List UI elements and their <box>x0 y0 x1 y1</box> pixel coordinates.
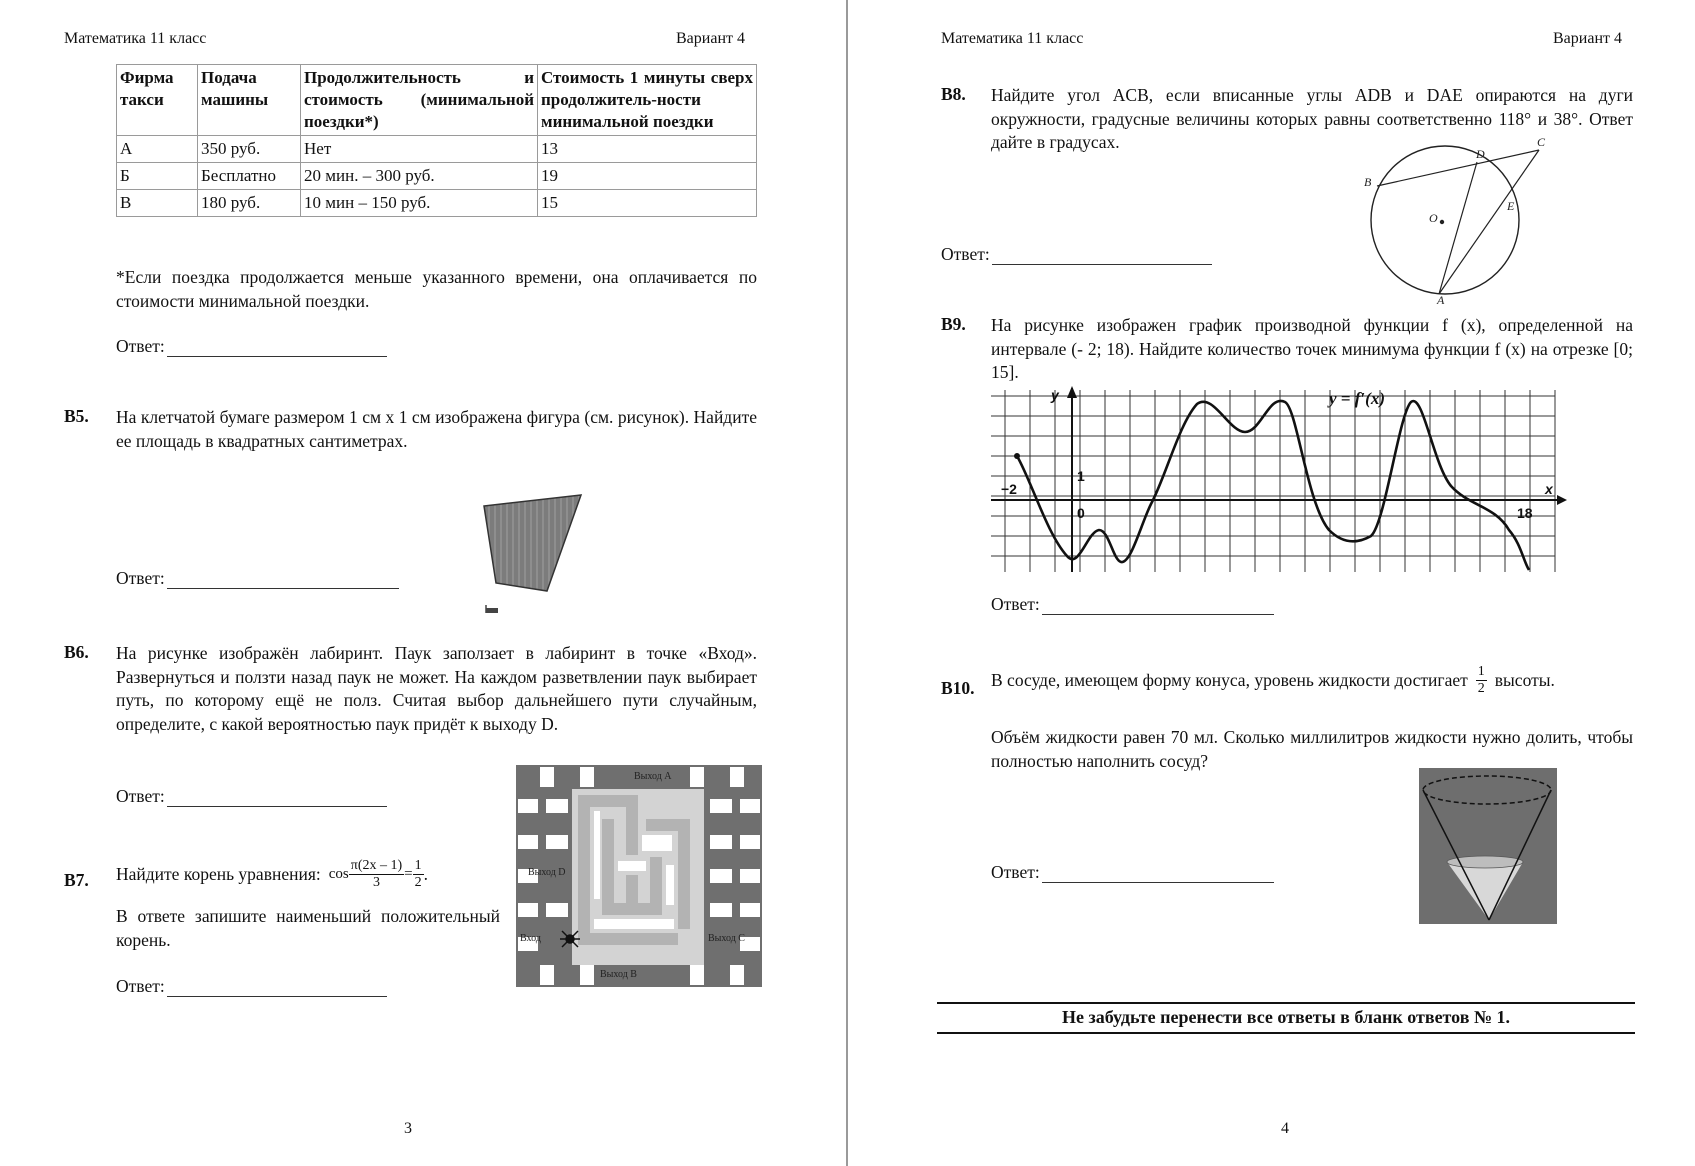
footer-note: Не забудьте перенести все ответы в бланк ответов № 1. <box>1061 1007 1511 1027</box>
maze-label-bottom: Выход В <box>600 969 637 980</box>
answer-b4 <box>116 336 387 357</box>
table-cell: А <box>117 136 198 163</box>
table-header-row <box>117 65 757 136</box>
answer-line[interactable] <box>167 978 387 997</box>
point-label-a: A <box>1437 293 1445 304</box>
point-label-d: D <box>1476 147 1485 161</box>
taxi-table <box>116 64 757 217</box>
b10-frac-den: 2 <box>1477 681 1485 696</box>
rhs-denominator: 2 <box>414 875 422 890</box>
task-text-b10-line1 <box>991 664 1633 697</box>
answer-line[interactable] <box>992 246 1212 265</box>
answer-label: Ответ: <box>991 594 1040 614</box>
graph-label-minus-two: −2 <box>1001 481 1017 497</box>
table-cell: 19 <box>538 163 757 190</box>
table-cell: Б <box>117 163 198 190</box>
answer-b6 <box>116 786 387 807</box>
task-text-b5: На клетчатой бумаге размером 1 см х 1 см изображена фигура (см. рисунок). Найдите ее площадь в квадратных сантиметрах. <box>116 407 757 451</box>
table-row <box>117 190 757 217</box>
task-number-b5: B5. <box>64 406 89 426</box>
maze-label-left: Выход D <box>528 867 566 878</box>
task-number-b9: B9. <box>941 314 966 334</box>
task-number-b7: B7. <box>64 870 89 890</box>
table-cell: 350 руб. <box>198 136 301 163</box>
equation-fraction <box>349 858 404 891</box>
equation-prefix: Найдите корень уравнения: <box>116 864 321 884</box>
point-label-c: C <box>1537 135 1546 149</box>
rhs-fraction <box>413 858 424 891</box>
page-divider <box>846 0 848 1166</box>
task-equation-b7 <box>116 858 428 891</box>
maze-label-right: Выход С <box>708 933 745 944</box>
b10-fraction <box>1476 664 1487 697</box>
table-footnote: *Если поездка продолжается меньше указанного времени, она оплачивается по стоимости минимальной поездки. <box>116 267 757 311</box>
point-label-o: O <box>1429 211 1438 225</box>
task-text-b9: На рисунке изображен график производной функции f (x), определенной на интервале (- 2; 18). Найдите количество точек минимума функции f (x) на отрезке [0; 15]. <box>991 315 1633 382</box>
answer-b10 <box>991 862 1274 883</box>
table-header-cell: Фирма такси <box>117 65 198 136</box>
cos-text: cos <box>328 866 349 882</box>
footer-bottom-rule <box>937 1032 1635 1034</box>
page-number: 4 <box>1281 1120 1289 1137</box>
answer-label: Ответ: <box>991 862 1040 882</box>
header-subject: Математика 11 класс <box>64 30 207 47</box>
table-cell: 180 руб. <box>198 190 301 217</box>
header-variant: Вариант 4 <box>676 30 745 47</box>
answer-line[interactable] <box>167 570 399 589</box>
table-cell: Бесплатно <box>198 163 301 190</box>
maze-figure <box>516 765 762 987</box>
graph-label-one: 1 <box>1077 468 1085 484</box>
task-text-b8: Найдите угол ACB, если вписанные углы ADB и DAE опираются на дуги окружности, градусные величины которых равны соответственно 118° и 38°. Ответ дайте в градусах. <box>991 85 1633 152</box>
equation-denominator: 3 <box>372 875 380 890</box>
page-number: 3 <box>404 1120 412 1137</box>
answer-line[interactable] <box>167 788 387 807</box>
task-number-b6: B6. <box>64 642 89 662</box>
maze-label-top: Выход А <box>634 771 672 782</box>
answer-label: Ответ: <box>116 336 165 356</box>
task-number-b8: B8. <box>941 84 966 104</box>
cone-figure <box>1419 768 1557 924</box>
answer-b8 <box>941 244 1212 265</box>
rhs-numerator: 1 <box>414 858 422 873</box>
graph-label-zero: 0 <box>1077 505 1085 521</box>
derivative-graph <box>991 384 1623 576</box>
answer-b5 <box>116 568 399 589</box>
header-variant: Вариант 4 <box>1553 30 1622 47</box>
task-number-b10: B10. <box>941 678 975 698</box>
equation-numerator: π(2x – 1) <box>350 858 403 873</box>
table-row <box>117 136 757 163</box>
footer-top-rule <box>937 1002 1635 1004</box>
graph-label-x: x <box>1545 481 1553 497</box>
b10-frac-num: 1 <box>1477 664 1485 679</box>
answer-label: Ответ: <box>116 568 165 588</box>
task-text-b7-content: В ответе запишите наименьший положительный корень. <box>116 906 500 950</box>
point-label-e: E <box>1507 199 1515 213</box>
left-page <box>0 0 846 1166</box>
right-page <box>849 0 1695 1166</box>
b10-text-after: высоты. <box>1494 670 1555 690</box>
table-header-cell: Подача машины <box>198 65 301 136</box>
table-cell: 15 <box>538 190 757 217</box>
task-text-b7 <box>116 905 500 952</box>
task-text-b6: На рисунке изображён лабиринт. Паук заползает в лабиринт в точке «Вход». Развернуться и ползти назад паук не может. На каждом разветвлении паук выбирает путь, по которому ещё не полз. Считая выбор дальнейшего пути случайным, определите, с какой вероятностью паук придёт к выходу D. <box>116 643 757 734</box>
graph-label-y: y <box>1051 387 1059 403</box>
b10-text-before: В сосуде, имеющем форму конуса, уровень жидкости достигает <box>991 670 1468 690</box>
table-cell: 10 мин – 150 руб. <box>301 190 538 217</box>
table-cell: Нет <box>301 136 538 163</box>
graph-label-func: y = f′(x) <box>1329 389 1385 408</box>
table-cell: В <box>117 190 198 217</box>
table-row <box>117 163 757 190</box>
circle-figure <box>1359 134 1559 304</box>
figure-polygon <box>476 486 586 620</box>
task-text-b10: Объём жидкости равен 70 мл. Сколько миллилитров жидкости нужно долить, чтобы полностью наполнить сосуд? <box>991 727 1633 771</box>
equation-period: . <box>423 864 428 884</box>
answer-b9 <box>991 594 1274 615</box>
equals-sign: = <box>404 866 413 882</box>
table-header-cell: Продолжительность и стоимость (минимальной поездки*) <box>301 65 538 136</box>
answer-label: Ответ: <box>941 244 990 264</box>
answer-line[interactable] <box>1042 596 1274 615</box>
table-header-cell: Стоимость 1 минуты сверх продолжитель-ности минимальной поездки <box>538 65 757 136</box>
header-subject: Математика 11 класс <box>941 30 1084 47</box>
answer-line[interactable] <box>167 338 387 357</box>
maze-label-entry: Вход <box>520 933 541 944</box>
answer-label: Ответ: <box>116 976 165 996</box>
answer-label: Ответ: <box>116 786 165 806</box>
answer-b7 <box>116 976 387 997</box>
table-cell: 20 мин. – 300 руб. <box>301 163 538 190</box>
table-cell: 13 <box>538 136 757 163</box>
answer-line[interactable] <box>1042 864 1274 883</box>
graph-label-eighteen: 18 <box>1517 505 1533 521</box>
point-label-b: B <box>1364 175 1372 189</box>
